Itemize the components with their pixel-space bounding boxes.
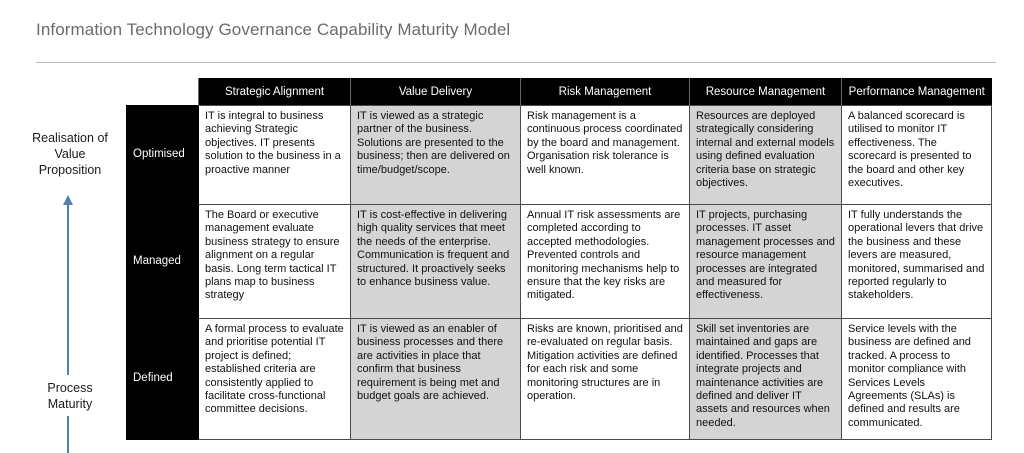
maturity-table	[126, 78, 992, 440]
column-header: Resource Management	[690, 78, 842, 106]
arrow-shaft	[67, 203, 69, 375]
table-cell: The Board or executive management evaluate business strategy to ensure alignment on a regular basis. Long term tactical IT plans map to business strategy	[199, 205, 351, 319]
row-header: Managed	[127, 205, 199, 319]
row-header: Optimised	[127, 106, 199, 205]
column-header: Value Delivery	[351, 78, 521, 106]
table-cell: IT is integral to business achieving Strategic objectives. IT presents solution to the business in a proactive manner	[199, 106, 351, 205]
table-cell: Annual IT risk assessments are completed according to accepted methodologies. Prevented controls and monitoring mechanisms help to ensure that the key risks are mitigated.	[521, 205, 690, 319]
table-cell: IT is viewed as a strategic partner of the business. Solutions are presented to the business; then are delivered on time/budget/scope.	[351, 106, 521, 205]
row-header: Defined	[127, 319, 199, 440]
table-row	[127, 205, 992, 319]
table-cell: A balanced scorecard is utilised to monitor IT effectiveness. The scorecard is presented to the board and other key executives.	[842, 106, 992, 205]
column-header: Performance Management	[842, 78, 992, 106]
table-cell: IT is cost-effective in delivering high quality services that meet the needs of the enterprise. Communication is frequent and structured. It proactively seeks to enhance business value.	[351, 205, 521, 319]
axis-bottom-label: Process Maturity	[47, 381, 93, 411]
column-header: Risk Management	[521, 78, 690, 106]
arrow-tail	[67, 416, 69, 453]
header-row	[127, 78, 992, 106]
table-cell: IT projects, purchasing processes. IT asset management processes and resource management processes are integrated and measured for effectiveness.	[690, 205, 842, 319]
column-header: Strategic Alignment	[199, 78, 351, 106]
table-cell: Skill set inventories are maintained and gaps are identified. Processes that integrate projects and maintenance activities are defined and deliver IT assets and resources when needed.	[690, 319, 842, 440]
table-cell: Risk management is a continuous process coordinated by the board and management. Organisation risk tolerance is well known.	[521, 106, 690, 205]
table-row	[127, 106, 992, 205]
table-row	[127, 319, 992, 440]
maturity-arrow-icon	[63, 195, 73, 375]
title-divider	[36, 62, 996, 63]
header-corner	[127, 78, 199, 106]
table-cell: Resources are deployed strategically considering internal and external models using defined evaluation criteria base on strategic objectives.	[690, 106, 842, 205]
table-cell: A formal process to evaluate and prioritise potential IT project is defined; established criteria are consistently applied to facilitate cross-functional committee decisions.	[199, 319, 351, 440]
table-cell: Risks are known, prioritised and re-evaluated on regular basis. Mitigation activities are defined for each risk and some monitoring structures are in operation.	[521, 319, 690, 440]
table-cell: IT is viewed as an enabler of business processes and there are activities in place that confirm that business requirement is being met and budget goals are achieved.	[351, 319, 521, 440]
table-cell: IT fully understands the operational levers that drive the business and these levers are measured, monitored, summarised and reported regularly to stakeholders.	[842, 205, 992, 319]
axis-top-label: Realisation of Value Proposition	[32, 131, 108, 177]
table-cell: Service levels with the business are defined and tracked. A process to monitor compliance with Services Levels Agreements (SLAs) is defined and results are communicated.	[842, 319, 992, 440]
page-title: Information Technology Governance Capability Maturity Model	[36, 20, 511, 39]
